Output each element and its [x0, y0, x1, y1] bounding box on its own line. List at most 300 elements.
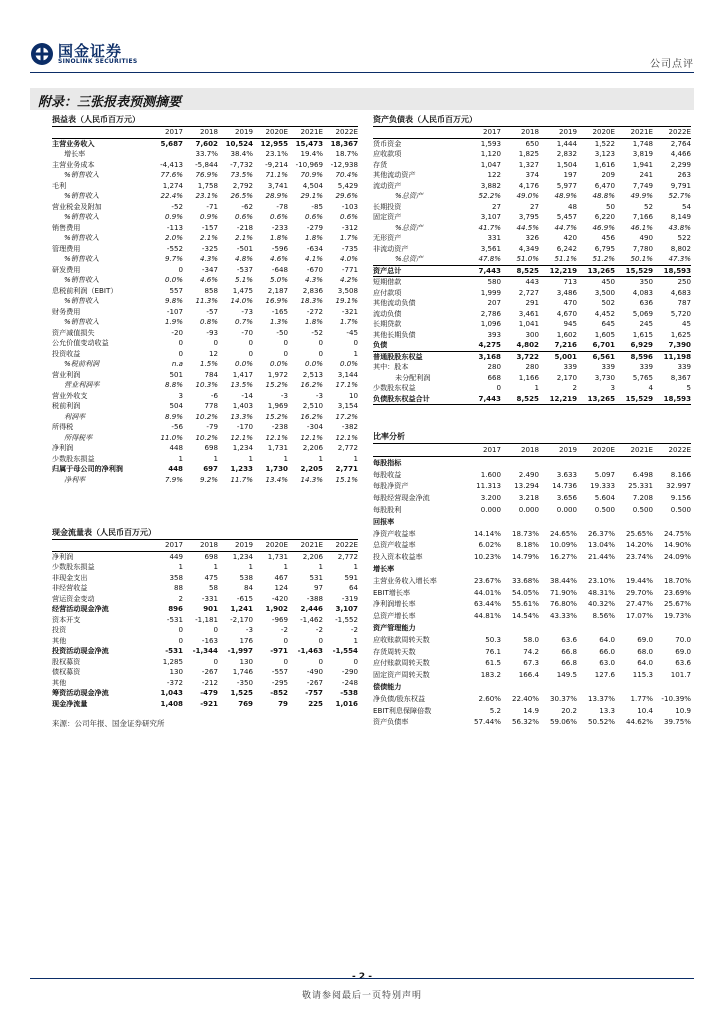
table-row: [373, 716, 691, 728]
cell-value: 18.70%: [663, 575, 691, 585]
cell-value: 130: [169, 667, 183, 676]
row-label: 经营活动现金净流: [52, 604, 109, 613]
row-label: 每股指标: [373, 457, 402, 467]
cell-value: 1.77%: [630, 693, 653, 703]
cell-value: 197: [563, 170, 577, 179]
cell-value: 1.5%: [199, 359, 218, 368]
cell-value: 1,941: [632, 159, 653, 169]
row-label: 毛利: [52, 180, 67, 190]
cell-value: 5.097: [594, 469, 615, 479]
cell-value: 2,206: [302, 443, 323, 452]
cell-value: 3,722: [516, 351, 539, 361]
cell-value: 1.8%: [304, 317, 323, 326]
cell-value: 18.73%: [511, 528, 539, 538]
cell-value: 3,561: [480, 243, 501, 253]
cell-value: -20: [171, 327, 183, 337]
cell-value: 166.4: [518, 670, 539, 680]
cell-value: -56: [171, 422, 183, 431]
cell-value: 1,731: [267, 551, 288, 561]
year-header: 2022E: [323, 540, 358, 551]
cell-value: 1,616: [594, 159, 615, 169]
cell-value: 1,234: [232, 443, 253, 452]
cell-value: 778: [204, 401, 218, 410]
cell-value: 2,836: [302, 285, 323, 295]
cell-value: 522: [677, 233, 691, 242]
cell-value: 63.6: [561, 634, 577, 644]
cell-value: 12.1%: [300, 432, 323, 442]
cell-value: 1: [353, 562, 358, 571]
page-number: - 2 -: [352, 972, 372, 982]
cell-value: 4,275: [463, 340, 501, 351]
cell-value: 901: [203, 604, 218, 613]
cell-value: 650: [525, 138, 539, 148]
cell-value: 4,466: [670, 149, 691, 158]
cell-value: 1,748: [632, 138, 653, 148]
footer-divider: [30, 978, 694, 979]
table-row: [52, 212, 358, 223]
cell-value: 4,349: [518, 243, 539, 253]
cell-value: [539, 516, 577, 528]
cell-value: 71.90%: [549, 587, 577, 597]
cell-value: 66.8: [561, 658, 577, 668]
cell-value: 58: [208, 583, 218, 592]
cell-value: 1,041: [518, 319, 539, 328]
year-header: 2020E: [577, 127, 615, 138]
table-row: [52, 233, 358, 244]
row-label: 管理费用: [52, 243, 81, 253]
row-label: 负债股东权益合计: [373, 394, 463, 405]
cell-value: 1,972: [267, 369, 288, 379]
cell-value: 16.27%: [549, 552, 577, 562]
cell-value: 19.4%: [300, 149, 323, 158]
cell-value: [463, 563, 501, 575]
cell-value: 291: [525, 298, 539, 307]
year-header: 2018: [501, 127, 539, 138]
cell-value: 5,457: [556, 212, 577, 221]
cell-value: -212: [201, 677, 218, 687]
cell-value: -267: [201, 667, 218, 676]
cell-value: -2,170: [230, 614, 253, 624]
cell-value: 5: [686, 383, 691, 392]
cell-value: -1,181: [195, 614, 218, 624]
cell-value: 1,043: [160, 688, 183, 697]
table-row: [52, 338, 358, 349]
cell-value: [148, 149, 183, 160]
table-row: [373, 298, 691, 309]
cell-value: 0: [178, 338, 183, 347]
cell-value: 0: [213, 625, 218, 634]
year-header: 2021E: [615, 127, 653, 138]
cell-value: 0: [248, 338, 253, 347]
row-label: 投入资本收益率: [373, 552, 423, 562]
row-label: 每股经营现金净流: [373, 493, 430, 503]
table-row: [373, 705, 691, 717]
cell-value: 0.000: [480, 504, 501, 514]
cell-value: [577, 456, 615, 468]
table-row: [373, 212, 691, 223]
cell-value: 10.2%: [195, 411, 218, 421]
cell-value: 0.0%: [164, 275, 183, 284]
cell-value: 13.37%: [587, 693, 615, 703]
cell-value: -73: [241, 306, 253, 316]
cell-value: 0.500: [594, 504, 615, 514]
cell-value: 5,720: [670, 308, 691, 318]
table-row: [52, 625, 358, 636]
cell-value: 10.3%: [195, 380, 218, 389]
cell-value: 54.05%: [511, 587, 539, 597]
cell-value: 4,176: [518, 180, 539, 190]
table-row: [373, 362, 691, 373]
cell-value: -4,413: [160, 159, 183, 169]
row-label: 财务费用: [52, 306, 81, 316]
row-label: 流动负债: [373, 308, 402, 318]
cell-value: 1,593: [480, 138, 501, 148]
row-label: 营运资金变动: [52, 593, 95, 603]
row-label: 存货: [373, 159, 388, 169]
cell-value: [463, 456, 501, 468]
cell-value: 250: [677, 277, 691, 286]
cell-value: 24.65%: [549, 528, 577, 538]
cell-value: 5,765: [632, 372, 653, 382]
table-row: [373, 634, 691, 646]
cell-value: 538: [239, 572, 253, 582]
row-label: %销售收入: [64, 212, 100, 221]
cell-value: 2: [178, 593, 183, 603]
cell-value: -670: [306, 264, 323, 274]
row-label: 回报率: [373, 516, 395, 526]
cell-value: 11.0%: [160, 432, 183, 442]
row-label: 总资产收益率: [373, 540, 416, 550]
table-row: [52, 475, 358, 486]
table-row: [373, 528, 691, 540]
cell-value: 9.156: [670, 493, 691, 503]
table-row: [373, 330, 691, 341]
cell-value: -490: [306, 667, 323, 676]
row-label: 其中：股本: [373, 362, 409, 371]
cell-value: 358: [169, 572, 183, 582]
cell-value: 0: [283, 338, 288, 347]
cell-value: 0: [178, 348, 183, 358]
row-label: %税前利润: [64, 359, 100, 368]
cell-value: 3,123: [594, 149, 615, 158]
cell-value: 22.4%: [160, 191, 183, 200]
cell-value: 557: [169, 285, 183, 295]
cell-value: 6,470: [594, 180, 615, 190]
table-row: [373, 254, 691, 265]
cell-value: 1,731: [267, 443, 288, 452]
cell-value: 0.7%: [234, 317, 253, 326]
cell-value: 61.5: [485, 658, 501, 668]
cell-value: 4,083: [632, 287, 653, 297]
cell-value: 41.7%: [478, 222, 501, 232]
cell-value: -537: [236, 264, 253, 274]
cell-value: 448: [169, 443, 183, 452]
cell-value: 1: [353, 453, 358, 463]
cell-value: -319: [341, 593, 358, 603]
row-label: 其他长期负债: [373, 329, 416, 339]
cell-value: 3.633: [556, 469, 577, 479]
cell-value: 0.0%: [339, 359, 358, 368]
row-label: 归属于母公司的净利润: [52, 464, 123, 473]
cell-value: 5.2: [489, 705, 501, 715]
cell-value: 12,219: [539, 265, 577, 277]
cell-value: 48.8%: [592, 191, 615, 200]
income-statement: [52, 115, 358, 485]
cell-value: 16.2%: [300, 411, 323, 421]
cell-value: -420: [271, 593, 288, 603]
table-row: [52, 359, 358, 370]
year-header: 2020E: [253, 127, 288, 138]
cell-value: 3,741: [267, 180, 288, 190]
cell-value: 504: [169, 401, 183, 410]
cell-value: 30.37%: [549, 693, 577, 703]
income-table: [52, 127, 358, 485]
year-header: 2017: [148, 540, 183, 551]
cell-value: -163: [201, 635, 218, 645]
cell-value: 12.1%: [335, 432, 358, 442]
row-label: 其他: [52, 677, 67, 687]
table-row: [373, 693, 691, 705]
cell-value: 2,786: [480, 308, 501, 318]
row-label: 未分配利润: [395, 372, 431, 382]
cell-value: -1,462: [300, 614, 323, 624]
cell-value: 52.2%: [478, 191, 501, 200]
cell-value: 6,561: [592, 351, 615, 361]
cell-value: 8,525: [501, 394, 539, 405]
cell-value: 3,508: [337, 285, 358, 295]
row-label: 净利润增长率: [373, 599, 416, 609]
cashflow-heading: 现金流量表（人民币百万元）: [52, 528, 358, 540]
cell-value: 5,977: [556, 180, 577, 190]
cell-value: 0.000: [518, 504, 539, 514]
cell-value: [577, 563, 615, 575]
cell-value: 2,727: [518, 287, 539, 297]
cell-value: 40.32%: [587, 599, 615, 609]
table-row: [52, 181, 358, 192]
cell-value: 13.294: [514, 481, 539, 491]
table-row: [373, 244, 691, 255]
row-label: 利润率: [64, 411, 86, 421]
cell-value: 7,749: [632, 180, 653, 190]
cell-value: 33.7%: [195, 149, 218, 158]
cell-value: -648: [271, 264, 288, 274]
cell-value: -1,554: [332, 646, 358, 655]
table-row: [52, 265, 358, 276]
cell-value: 63.6: [675, 658, 691, 668]
cell-value: 14.0%: [230, 296, 253, 305]
cell-value: 1.8%: [304, 233, 323, 242]
cell-value: 15,473: [295, 138, 323, 148]
cell-value: 38.44%: [549, 575, 577, 585]
cell-value: 27: [529, 201, 539, 211]
cell-value: 2,206: [302, 551, 323, 561]
table-row: [52, 594, 358, 605]
cell-value: -1,463: [297, 646, 323, 655]
cell-value: 12: [208, 348, 218, 358]
cell-value: 0: [248, 348, 253, 358]
cell-value: -852: [270, 688, 288, 697]
row-label: 股权募资: [52, 656, 81, 666]
cell-value: [463, 681, 501, 693]
cell-value: 0: [178, 264, 183, 274]
cell-value: 450: [601, 277, 615, 286]
cell-value: -157: [201, 222, 218, 232]
cell-value: 12.1%: [265, 432, 288, 442]
cell-value: 3,461: [518, 308, 539, 318]
row-label: 每股净资产: [373, 481, 409, 491]
cell-value: 945: [563, 319, 577, 328]
cell-value: 0: [178, 625, 183, 634]
cell-value: 1,241: [230, 604, 253, 613]
cell-value: -233: [271, 222, 288, 232]
cell-value: 71.1%: [265, 170, 288, 179]
cell-value: -557: [271, 667, 288, 676]
cell-value: [653, 563, 691, 575]
cell-value: 3: [610, 383, 615, 392]
cell-value: 77.6%: [160, 170, 183, 179]
cell-value: 10.2%: [195, 432, 218, 442]
row-label: 息税前利润（EBIT）: [52, 285, 118, 295]
cell-value: n.a: [171, 359, 183, 368]
cell-value: -71: [206, 201, 218, 211]
cell-value: -615: [236, 593, 253, 603]
cell-value: 393: [487, 329, 501, 339]
header-divider: [30, 72, 694, 73]
cell-value: 339: [563, 362, 577, 371]
cell-value: 51.0%: [501, 254, 539, 265]
cell-value: 1,602: [556, 329, 577, 339]
cell-value: 2,772: [337, 551, 358, 561]
row-label: 短期借款: [373, 277, 402, 286]
table-row: [52, 254, 358, 265]
cell-value: 14.54%: [511, 611, 539, 621]
cell-value: 33.68%: [511, 575, 539, 585]
cell-value: 2.1%: [234, 233, 253, 242]
row-label: %销售收入: [64, 296, 100, 305]
table-row: [52, 349, 358, 360]
cell-value: 1: [534, 383, 539, 392]
table-row: [52, 307, 358, 318]
cell-value: 2.490: [518, 469, 539, 479]
year-header: 2021E: [288, 540, 323, 551]
cell-value: 18.7%: [335, 149, 358, 158]
table-row: [373, 277, 691, 288]
cell-value: -52: [311, 327, 323, 337]
row-label: 其他: [52, 635, 67, 645]
cell-value: 47.3%: [653, 254, 691, 265]
row-label: 普通股股东权益: [373, 351, 423, 361]
cell-value: 12,955: [260, 138, 288, 148]
cell-value: 50.52%: [587, 717, 615, 727]
cell-value: 0.500: [670, 504, 691, 514]
cell-value: 0.0%: [269, 359, 288, 368]
cell-value: 13,265: [577, 394, 615, 405]
cell-value: 32.997: [666, 481, 691, 491]
cell-value: 1: [178, 562, 183, 571]
cell-value: 1: [353, 635, 358, 645]
table-row: [373, 383, 691, 394]
cell-value: 3,144: [337, 369, 358, 379]
cell-value: 3,500: [594, 287, 615, 297]
cell-value: 23.74%: [625, 552, 653, 562]
cell-value: 1,475: [232, 285, 253, 295]
cell-value: 3,819: [632, 149, 653, 158]
cell-value: 49.0%: [516, 191, 539, 200]
row-label: 资产管理能力: [373, 622, 416, 632]
row-label: 货币资金: [373, 138, 402, 148]
row-label: 应付账款周转天数: [373, 658, 430, 668]
cell-value: 698: [204, 551, 218, 561]
table-row: [373, 170, 691, 181]
cell-value: 0.9%: [199, 212, 218, 221]
cell-value: 0.500: [632, 504, 653, 514]
row-label: %销售收入: [64, 317, 100, 326]
cell-value: 1,902: [265, 604, 288, 613]
cell-value: -325: [201, 243, 218, 253]
cell-value: 2,170: [556, 372, 577, 382]
cell-value: 52: [643, 201, 653, 211]
table-header-row: [52, 540, 358, 551]
row-label: 总资产增长率: [373, 611, 416, 621]
cell-value: 48.9%: [554, 191, 577, 200]
cell-value: -295: [271, 677, 288, 687]
cell-value: 47.8%: [463, 254, 501, 265]
cell-value: 23.10%: [587, 575, 615, 585]
cell-value: 1,016: [335, 698, 358, 708]
cell-value: 1: [353, 348, 358, 358]
cell-value: 51.2%: [577, 254, 615, 265]
cell-value: 2,510: [302, 401, 323, 410]
row-label: 固定资产周转天数: [373, 670, 430, 680]
row-label: 债权募资: [52, 667, 81, 676]
cell-value: 73.5%: [230, 170, 253, 179]
cell-value: 20.2: [561, 705, 577, 715]
cell-value: 11.3%: [195, 296, 218, 305]
cell-value: 8.18%: [516, 540, 539, 550]
table-row: [373, 622, 691, 634]
cell-value: 8.166: [670, 469, 691, 479]
table-row: [373, 394, 691, 405]
cell-value: -757: [305, 688, 323, 697]
cell-value: 67.3: [523, 658, 539, 668]
cell-value: 46.9%: [592, 222, 615, 232]
table-row: [52, 191, 358, 202]
cell-value: -272: [306, 306, 323, 316]
cell-value: -165: [271, 306, 288, 316]
cell-value: [501, 622, 539, 634]
table-row: [373, 516, 691, 528]
cell-value: 784: [204, 369, 218, 379]
cell-value: -331: [201, 593, 218, 603]
cell-value: -9,214: [265, 159, 288, 169]
table-row: [373, 575, 691, 587]
cell-value: 3,168: [478, 351, 501, 361]
cell-value: 6,929: [615, 340, 653, 351]
row-label: 应付款项: [373, 287, 402, 297]
cell-value: 3: [178, 390, 183, 400]
year-header: 2019: [539, 127, 577, 138]
cell-value: 5.0%: [269, 275, 288, 284]
cell-value: 713: [563, 277, 577, 286]
cell-value: [615, 622, 653, 634]
cell-value: 29.1%: [300, 191, 323, 200]
cell-value: 2,792: [232, 180, 253, 190]
cell-value: 1: [213, 562, 218, 571]
cell-value: 591: [344, 572, 358, 582]
cell-value: 6.498: [632, 469, 653, 479]
company-logo: [30, 42, 210, 68]
table-row: [52, 678, 358, 689]
